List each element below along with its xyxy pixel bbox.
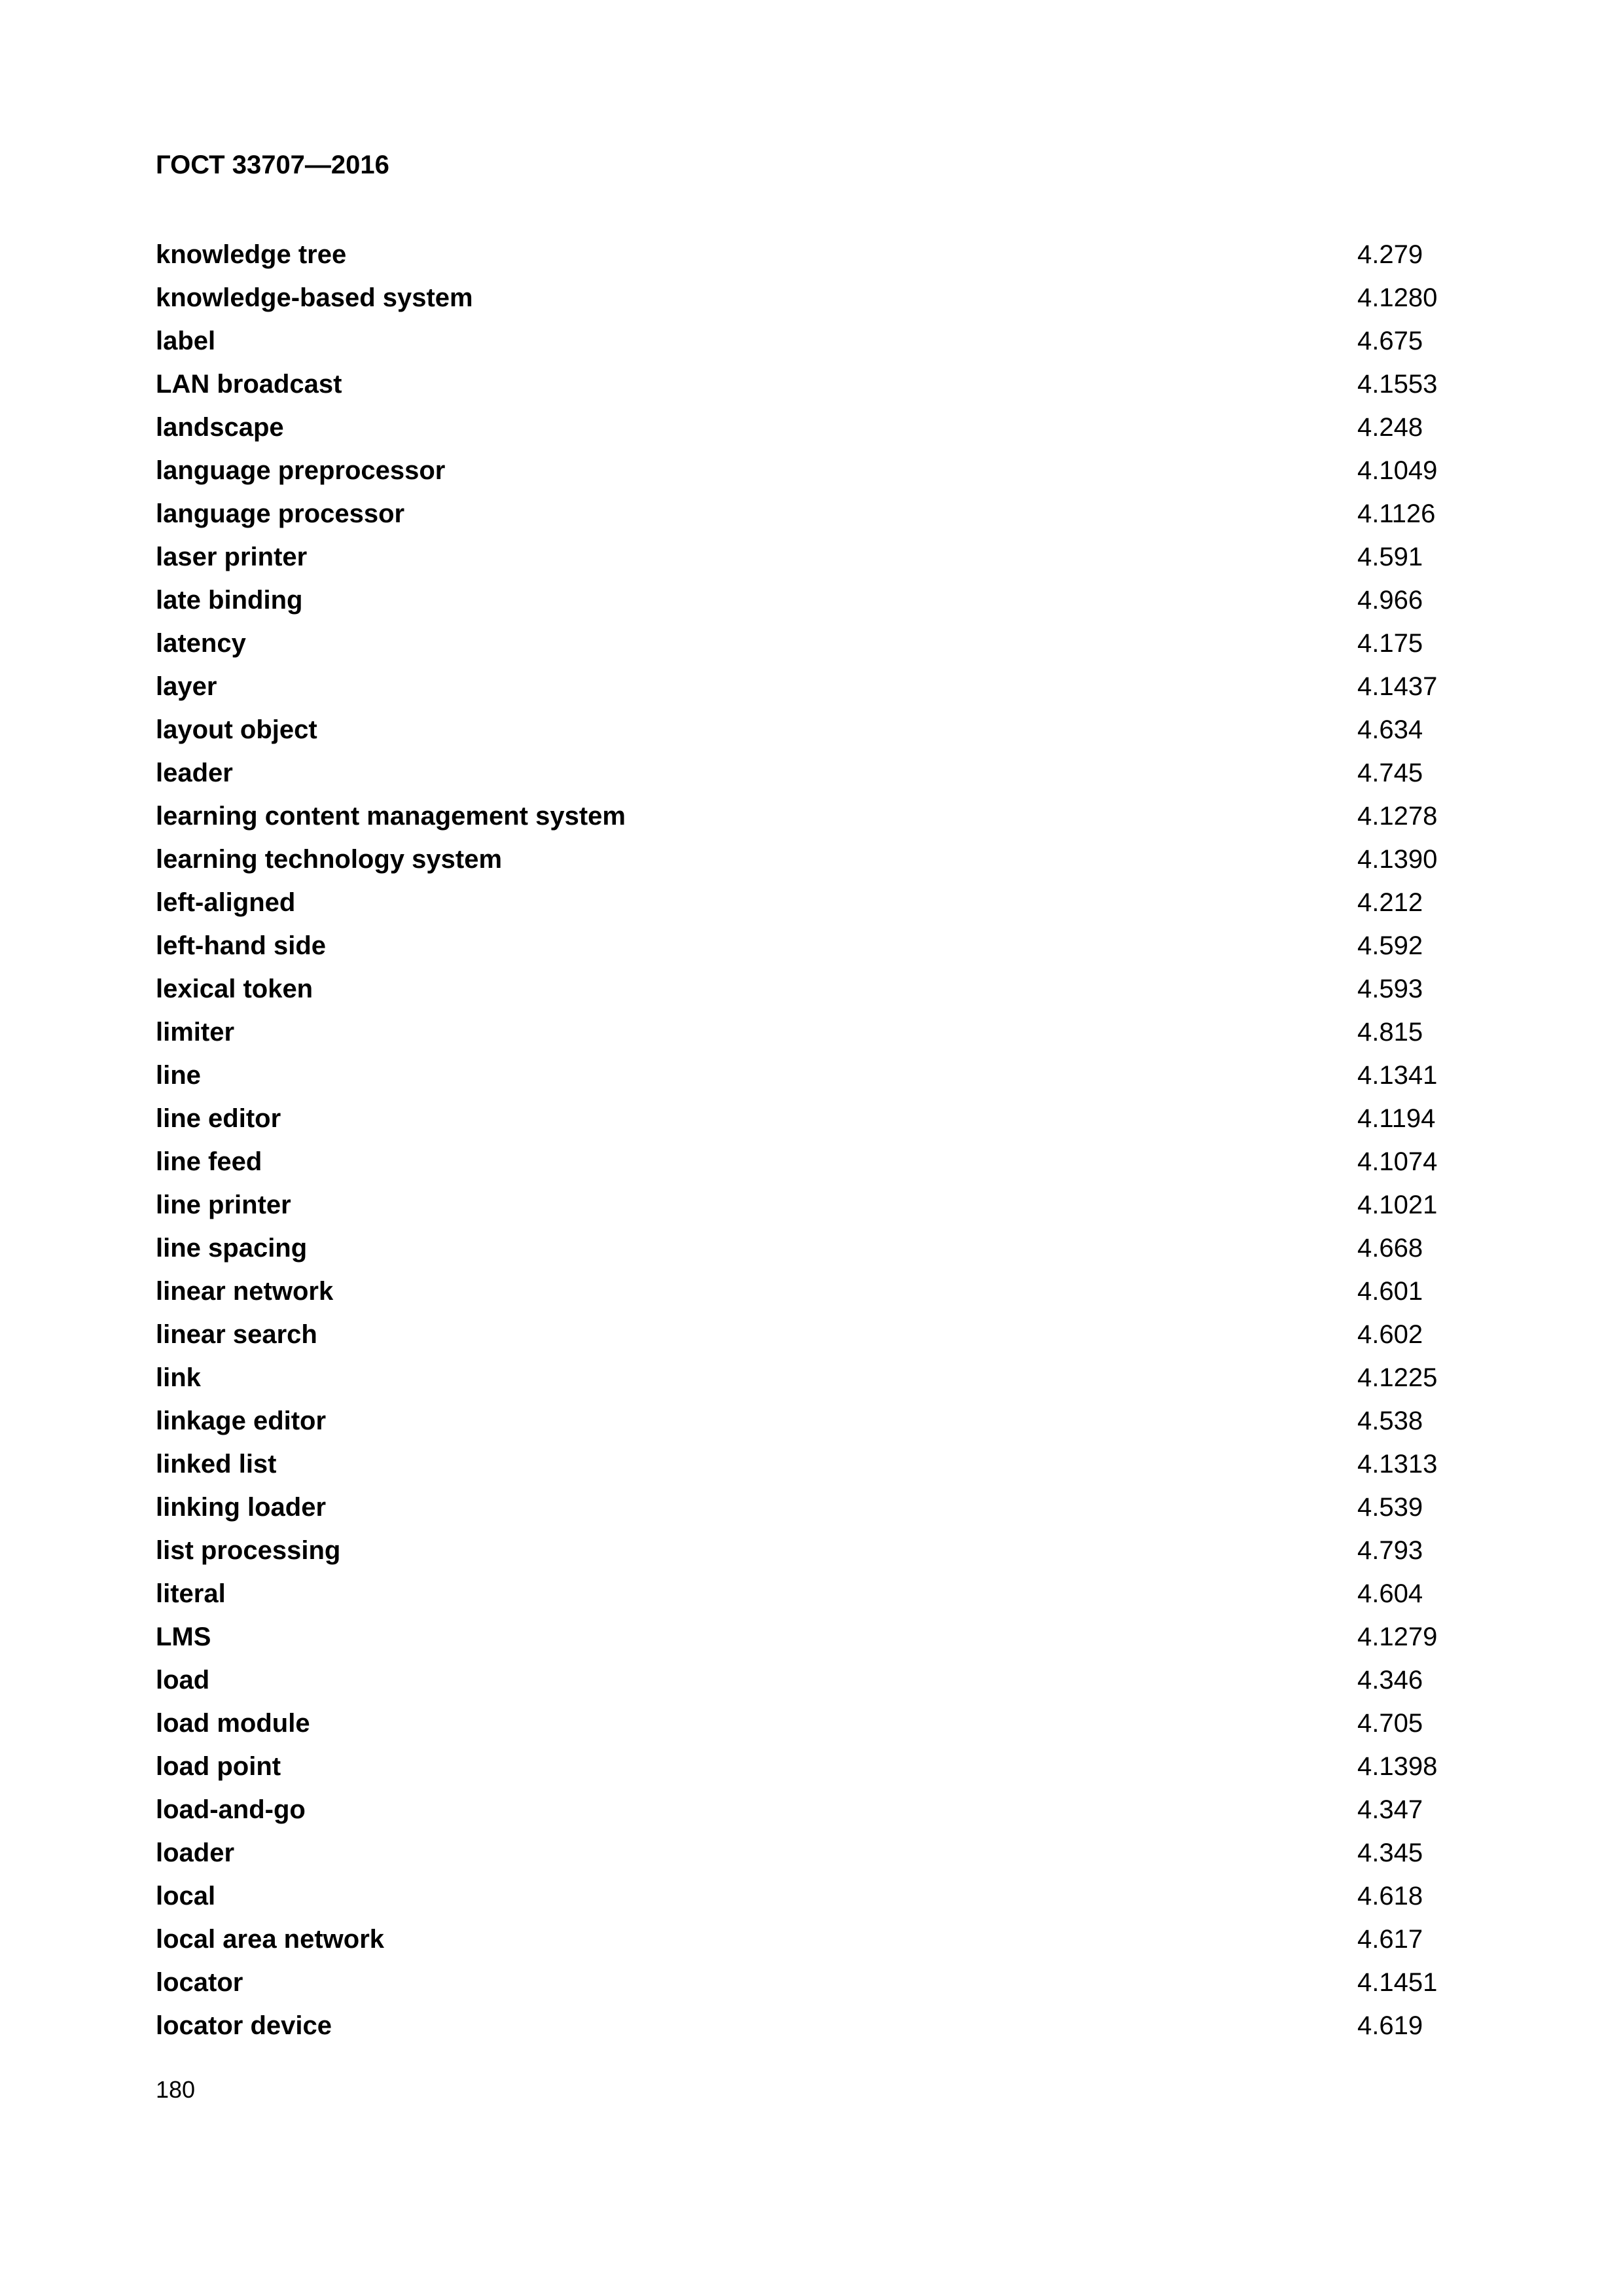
index-reference: 4.1398 (1357, 1752, 1438, 1781)
index-term: left-hand side (156, 931, 327, 960)
index-reference: 4.601 (1357, 1277, 1423, 1306)
index-reference: 4.1313 (1357, 1450, 1438, 1479)
index-entry (156, 665, 1465, 708)
index-entry (156, 233, 1465, 276)
index-reference: 4.1126 (1357, 499, 1436, 528)
index-term: linking loader (156, 1493, 327, 1522)
index-entry (156, 1054, 1465, 1097)
index-entry (156, 1356, 1465, 1399)
index-entry (156, 1486, 1465, 1529)
index-term: layer (156, 672, 217, 701)
index-term: knowledge-based system (156, 283, 473, 312)
index-term: left-aligned (156, 888, 296, 917)
index-reference: 4.1279 (1357, 1623, 1438, 1651)
index-reference: 4.634 (1357, 715, 1423, 744)
index-entry (156, 1874, 1465, 1918)
index-reference: 4.591 (1357, 543, 1423, 571)
index-term: locator device (156, 2011, 332, 2040)
index-entry (156, 795, 1465, 838)
index-term: linear search (156, 1320, 317, 1349)
index-entry (156, 406, 1465, 449)
index-entry (156, 1140, 1465, 1183)
index-term: late binding (156, 586, 303, 615)
index-term: limiter (156, 1018, 235, 1047)
index-entry (156, 1572, 1465, 1615)
index-reference: 4.345 (1357, 1839, 1423, 1867)
index-reference: 4.675 (1357, 327, 1423, 355)
index-entry (156, 1443, 1465, 1486)
index-entry (156, 1702, 1465, 1745)
index-reference: 4.617 (1357, 1925, 1423, 1954)
index-reference: 4.279 (1357, 240, 1423, 269)
index-entry (156, 967, 1465, 1011)
index-term: loader (156, 1839, 235, 1867)
index-term: link (156, 1363, 201, 1392)
index-term: linked list (156, 1450, 277, 1479)
index-entry (156, 881, 1465, 924)
index-term: line feed (156, 1147, 262, 1176)
index-term: locator (156, 1968, 243, 1997)
index-term: local area network (156, 1925, 385, 1954)
index-term: leader (156, 759, 233, 787)
index-term: language processor (156, 499, 405, 528)
index-entry (156, 1183, 1465, 1227)
index-term: linkage editor (156, 1407, 327, 1435)
document-code: ГОСТ 33707—2016 (156, 151, 389, 179)
index-entry (156, 708, 1465, 751)
index-term: learning technology system (156, 845, 503, 874)
index-term: knowledge tree (156, 240, 347, 269)
index-entry (156, 1270, 1465, 1313)
index-reference: 4.346 (1357, 1666, 1423, 1695)
index-reference: 4.1451 (1357, 1968, 1438, 1997)
index-reference: 4.602 (1357, 1320, 1423, 1349)
index-reference: 4.1021 (1357, 1191, 1438, 1219)
index-term: line spacing (156, 1234, 308, 1263)
index-reference: 4.1278 (1357, 802, 1438, 831)
index-reference: 4.592 (1357, 931, 1423, 960)
index-reference: 4.705 (1357, 1709, 1423, 1738)
index-entry (156, 449, 1465, 492)
index-reference: 4.604 (1357, 1579, 1423, 1608)
index-term: local (156, 1882, 216, 1910)
index-term: linear network (156, 1277, 334, 1306)
index-entry (156, 535, 1465, 579)
index-reference: 4.1074 (1357, 1147, 1438, 1176)
index-term: line printer (156, 1191, 291, 1219)
index-entry (156, 363, 1465, 406)
index-entry (156, 622, 1465, 665)
index-reference: 4.793 (1357, 1536, 1423, 1565)
index-entry (156, 319, 1465, 363)
index-term: LMS (156, 1623, 211, 1651)
index-term: load (156, 1666, 210, 1695)
index-entry (156, 1659, 1465, 1702)
index-reference: 4.668 (1357, 1234, 1423, 1263)
index-entry (156, 2004, 1465, 2047)
index-entry (156, 1313, 1465, 1356)
index-term: laser printer (156, 543, 308, 571)
index-term: literal (156, 1579, 226, 1608)
index-reference: 4.966 (1357, 586, 1423, 615)
index-reference: 4.1194 (1357, 1104, 1436, 1133)
page-number: 180 (156, 2076, 196, 2103)
index-term: language preprocessor (156, 456, 446, 485)
index-entry (156, 492, 1465, 535)
index-term: latency (156, 629, 246, 658)
index-entry (156, 276, 1465, 319)
index-term: label (156, 327, 216, 355)
index-term: load point (156, 1752, 281, 1781)
index-entry (156, 924, 1465, 967)
index-reference: 4.538 (1357, 1407, 1423, 1435)
index-term: line (156, 1061, 201, 1090)
index-entry (156, 751, 1465, 795)
term-index-list (156, 233, 1465, 2047)
index-reference: 4.619 (1357, 2011, 1423, 2040)
index-entry (156, 1097, 1465, 1140)
index-entry (156, 579, 1465, 622)
index-reference: 4.1280 (1357, 283, 1438, 312)
index-entry (156, 838, 1465, 881)
index-term: lexical token (156, 975, 313, 1003)
index-entry (156, 1788, 1465, 1831)
index-term: landscape (156, 413, 284, 442)
index-term: load module (156, 1709, 310, 1738)
index-reference: 4.248 (1357, 413, 1423, 442)
index-reference: 4.593 (1357, 975, 1423, 1003)
index-entry (156, 1399, 1465, 1443)
index-entry (156, 1227, 1465, 1270)
index-term: learning content management system (156, 802, 626, 831)
index-reference: 4.1390 (1357, 845, 1438, 874)
index-reference: 4.1049 (1357, 456, 1438, 485)
index-term: line editor (156, 1104, 281, 1133)
index-reference: 4.347 (1357, 1795, 1423, 1824)
index-entry (156, 1745, 1465, 1788)
index-term: layout object (156, 715, 317, 744)
index-reference: 4.745 (1357, 759, 1423, 787)
index-reference: 4.539 (1357, 1493, 1423, 1522)
index-reference: 4.618 (1357, 1882, 1423, 1910)
index-term: load-and-go (156, 1795, 306, 1824)
index-entry (156, 1011, 1465, 1054)
index-reference: 4.175 (1357, 629, 1423, 658)
index-reference: 4.212 (1357, 888, 1423, 917)
index-entry (156, 1918, 1465, 1961)
index-term: list processing (156, 1536, 341, 1565)
index-reference: 4.1553 (1357, 370, 1438, 399)
index-reference: 4.1225 (1357, 1363, 1438, 1392)
index-reference: 4.1437 (1357, 672, 1438, 701)
index-entry (156, 1961, 1465, 2004)
index-entry (156, 1615, 1465, 1659)
index-reference: 4.815 (1357, 1018, 1423, 1047)
index-reference: 4.1341 (1357, 1061, 1438, 1090)
index-entry (156, 1529, 1465, 1572)
index-entry (156, 1831, 1465, 1874)
index-term: LAN broadcast (156, 370, 342, 399)
